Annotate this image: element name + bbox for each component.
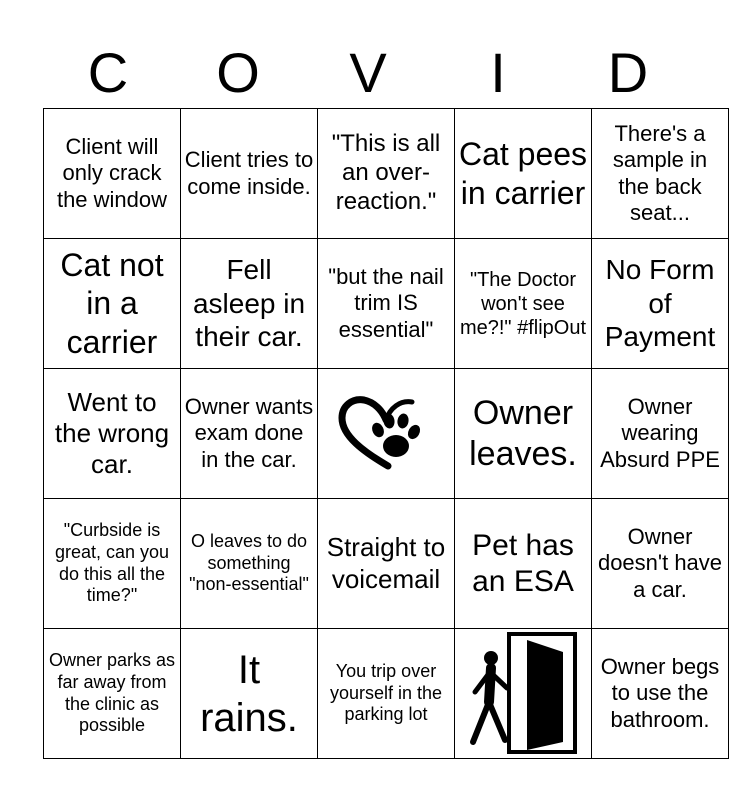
- bingo-cell[interactable]: "This is all an over-reaction.": [318, 109, 455, 239]
- header-letter-d: D: [607, 41, 649, 104]
- bingo-cell[interactable]: "The Doctor won't see me?!" #flipOut: [455, 239, 592, 369]
- board-row: [44, 109, 729, 239]
- bingo-cell[interactable]: Owner parks as far away from the clinic as possible: [44, 629, 181, 759]
- bingo-cell[interactable]: Pet has an ESA: [455, 499, 592, 629]
- header-letter-o: O: [216, 41, 260, 104]
- free-space-cell[interactable]: [318, 369, 455, 499]
- header-letter-c: C: [87, 41, 129, 104]
- bingo-cell[interactable]: Owner begs to use the bathroom.: [592, 629, 729, 759]
- bingo-cell[interactable]: "Curbside is great, can you do this all the time?": [44, 499, 181, 629]
- bingo-cell[interactable]: You trip over yourself in the parking lot: [318, 629, 455, 759]
- bingo-cell[interactable]: Owner doesn't have a car.: [592, 499, 729, 629]
- board-row: [44, 239, 729, 369]
- board-row: [44, 629, 729, 759]
- bingo-cell[interactable]: Cat not in a carrier: [44, 239, 181, 369]
- header-letter-i: I: [490, 41, 506, 104]
- bingo-cell[interactable]: It rains.: [181, 629, 318, 759]
- board-row: [44, 499, 729, 629]
- bingo-cell[interactable]: Owner wants exam done in the car.: [181, 369, 318, 499]
- heart-paw-icon: [336, 394, 436, 474]
- bingo-board: [43, 108, 729, 759]
- bingo-header: [43, 40, 693, 106]
- bingo-cell[interactable]: Straight to voicemail: [318, 499, 455, 629]
- person-exit-door-icon: [467, 632, 579, 756]
- bingo-cell[interactable]: Cat pees in carrier: [455, 109, 592, 239]
- bingo-cell[interactable]: Client will only crack the window: [44, 109, 181, 239]
- bingo-cell[interactable]: Fell asleep in their car.: [181, 239, 318, 369]
- bingo-cell[interactable]: Owner leaves.: [455, 369, 592, 499]
- bingo-cell[interactable]: Client tries to come inside.: [181, 109, 318, 239]
- bingo-cell[interactable]: There's a sample in the back seat...: [592, 109, 729, 239]
- bingo-cell[interactable]: Went to the wrong car.: [44, 369, 181, 499]
- exit-image-cell[interactable]: [455, 629, 592, 759]
- bingo-cell[interactable]: No Form of Payment: [592, 239, 729, 369]
- header-letter-v: V: [349, 41, 387, 104]
- bingo-cell[interactable]: "but the nail trim IS essential": [318, 239, 455, 369]
- bingo-cell[interactable]: Owner wearing Absurd PPE: [592, 369, 729, 499]
- board-row: [44, 369, 729, 499]
- bingo-cell[interactable]: O leaves to do something "non-essential": [181, 499, 318, 629]
